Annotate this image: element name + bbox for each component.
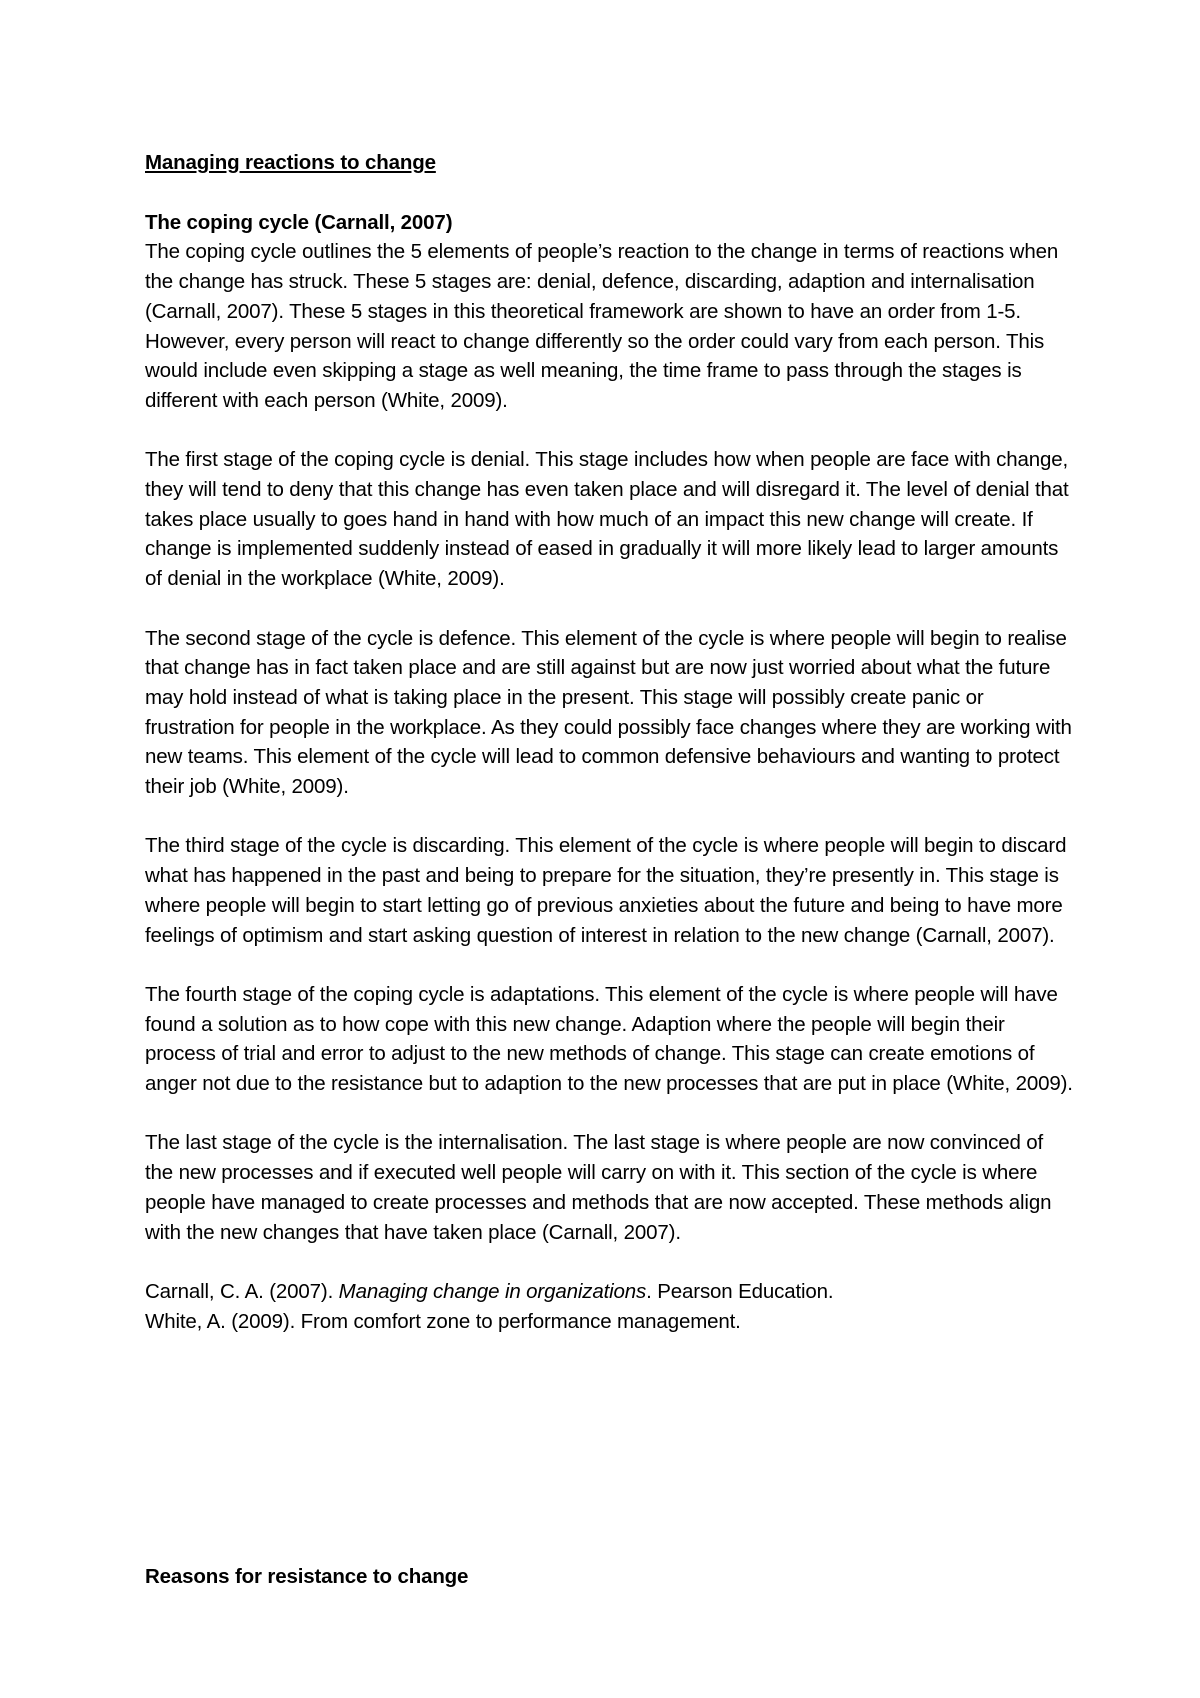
reference-prefix: Carnall, C. A. (2007). <box>145 1279 339 1303</box>
paragraph-defence: The second stage of the cycle is defence. This element of the cycle is where people will begin to realise that change has in fact taken place and are still against but are now just worried about what the future may hold instead of what is taking place in the present. This stage will possibly create panic or frustration for people in the workplace. As they could possibly face changes where they are working with new teams. This element of the cycle will lead to common defensive behaviours and wanting to protect their job (White, 2009). <box>145 626 1072 799</box>
page-title: Managing reactions to change <box>145 151 436 174</box>
reference-list <box>145 1277 1075 1336</box>
reference-carnall <box>145 1277 1075 1307</box>
paragraph-discarding: The third stage of the cycle is discarding. This element of the cycle is where people will begin to discard what has happened in the past and being to prepare for the situation, they’re presently in. This stage is where people will begin to start letting go of previous anxieties about the future and being to have more feelings of optimism and start asking question of interest in relation to the new change (Carnall, 2007). <box>145 834 1067 947</box>
document-body <box>145 148 1075 1336</box>
reference-white <box>145 1307 1075 1337</box>
reference-prefix: White, A. (2009). From comfort zone to performance management. <box>145 1309 741 1333</box>
paragraph-intro: The coping cycle outlines the 5 elements of people’s reaction to the change in terms of reactions when the change has struck. These 5 stages are: denial, defence, discarding, adaption and internalisation (Carnall, 2007). These 5 stages in this theoretical framework are shown to have an order from 1-5. However, every person will react to change differently so the order could vary from each person. This would include even skipping a stage as well meaning, the time frame to pass through the stages is different with each person (White, 2009). <box>145 240 1059 412</box>
reference-suffix: . Pearson Education. <box>646 1279 834 1303</box>
next-section-heading: Reasons for resistance to change <box>145 1564 469 1588</box>
paragraph-internalisation: The last stage of the cycle is the internalisation. The last stage is where people are now convinced of the new processes and if executed well people will carry on with it. This section of the cycle is where people have managed to create processes and methods that are now accepted. These methods align with the new changes that have taken place (Carnall, 2007). <box>145 1131 1052 1244</box>
section-heading: The coping cycle (Carnall, 2007) <box>145 210 453 234</box>
paragraph-adaptation: The fourth stage of the coping cycle is adaptations. This element of the cycle is where people will have found a solution as to how cope with this new change. Adaption where the people will begin their process of trial and error to adjust to the new methods of change. This stage can create emotions of anger not due to the resistance but to adaption to the new processes that are put in place (White, 2009). <box>145 982 1073 1096</box>
paragraph-denial: The first stage of the coping cycle is denial. This stage includes how when people are face with change, they will tend to deny that this change has even taken place and will disregard it. The level of denial that takes place usually to goes hand in hand with how much of an impact this new change will create. If change is implemented suddenly instead of eased in gradually it will more likely lead to larger amounts of denial in the workplace (White, 2009). <box>145 448 1069 591</box>
reference-title: Managing change in organizations <box>338 1279 647 1303</box>
